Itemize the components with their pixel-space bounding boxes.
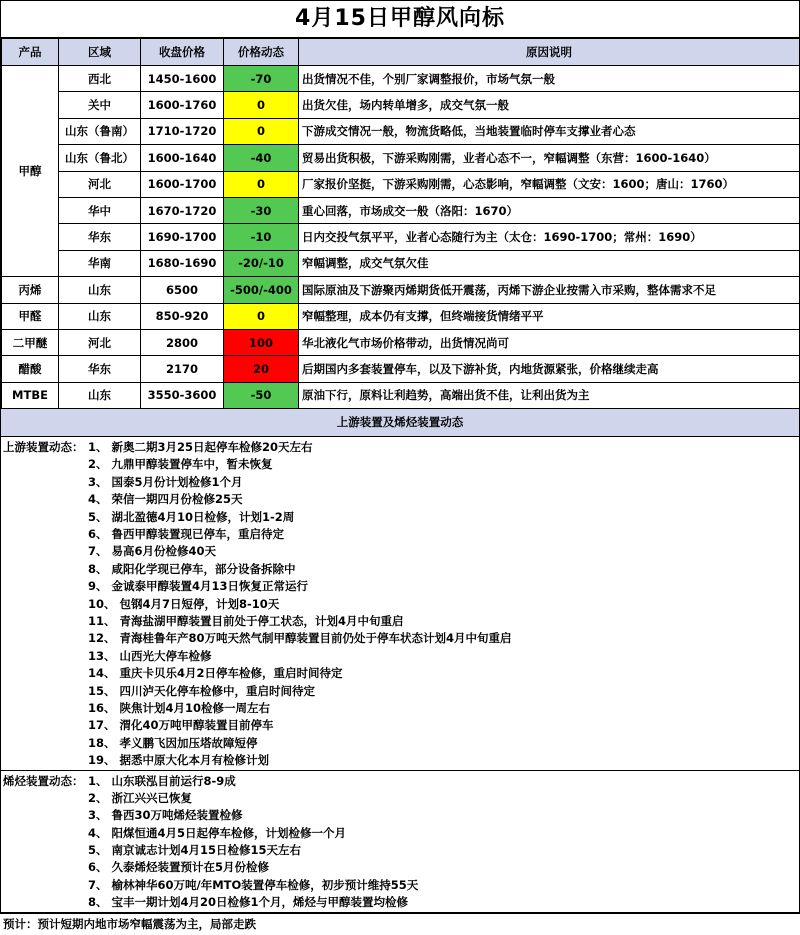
price-cell: 850-920 — [141, 303, 224, 329]
report-title: 4月15日甲醇风向标 — [1, 1, 799, 38]
list-item: 1、 新奥二期3月25日起停车检修20天左右 — [88, 440, 313, 455]
change-cell: -10 — [224, 224, 299, 250]
table-row — [2, 92, 800, 118]
price-cell: 1450-1600 — [141, 66, 224, 92]
olefin-line — [3, 790, 799, 807]
table-row — [2, 171, 800, 197]
list-item: 3、 鲁西30万吨烯烃装置检修 — [88, 808, 243, 823]
reason-cell: 原油下行，原料让利趋势，高端出货不佳，让利出货为主 — [299, 382, 800, 408]
table-row — [2, 250, 800, 276]
olefin-line — [3, 842, 799, 859]
product-cell: 醋酸 — [2, 356, 59, 382]
price-cell: 1600-1700 — [141, 171, 224, 197]
change-cell: 0 — [224, 303, 299, 329]
change-cell: 0 — [224, 171, 299, 197]
upstream-block — [1, 437, 799, 770]
change-cell: 0 — [224, 92, 299, 118]
upstream-line — [3, 509, 799, 526]
region-cell: 关中 — [59, 92, 141, 118]
table-row — [2, 145, 800, 171]
region-cell: 山东（鲁北） — [59, 145, 141, 171]
product-cell: 丙烯 — [2, 277, 59, 303]
change-cell: 20 — [224, 356, 299, 382]
upstream-line — [3, 491, 799, 508]
forecast-text: 预计：预计短期内地市场窄幅震荡为主，局部走跌 — [3, 916, 256, 931]
reason-cell: 出货欠佳，场内转单增多，成交气氛一般 — [299, 92, 800, 118]
change-cell: -50 — [224, 382, 299, 408]
list-item: 17、 渭化40万吨甲醇装置目前停车 — [88, 718, 274, 733]
header-region: 区域 — [59, 39, 141, 66]
price-cell: 2170 — [141, 356, 224, 382]
list-item: 7、 榆林神华60万吨/年MTO装置停车检修，初步预计维持55天 — [88, 877, 419, 892]
upstream-line — [3, 648, 799, 665]
region-cell: 华中 — [59, 197, 141, 223]
olefin-line — [3, 773, 799, 790]
upstream-line — [3, 717, 799, 734]
upstream-line — [3, 596, 799, 613]
upstream-line — [3, 613, 799, 630]
list-item: 6、 久泰烯烃装置预计在5月份检修 — [88, 860, 270, 875]
list-item: 2、 九鼎甲醇装置停车中，暂未恢复 — [88, 457, 273, 472]
upstream-label: 上游装置动态： — [3, 440, 84, 455]
list-item: 16、 陕焦计划4月10检修一周左右 — [88, 700, 271, 715]
change-cell: -40 — [224, 145, 299, 171]
price-cell: 1600-1640 — [141, 145, 224, 171]
upstream-line — [3, 630, 799, 647]
price-cell: 1710-1720 — [141, 118, 224, 144]
price-cell: 1680-1690 — [141, 250, 224, 276]
olefin-line — [3, 894, 799, 911]
price-cell: 2800 — [141, 329, 224, 355]
reason-cell: 下游成交情况一般，物流货略低，当地装置临时停车支撑业者心态 — [299, 118, 800, 144]
change-cell: 100 — [224, 329, 299, 355]
list-item: 10、 包钢4月7日短停，计划8-10天 — [88, 596, 280, 611]
region-cell: 河北 — [59, 329, 141, 355]
region-cell: 山东 — [59, 277, 141, 303]
region-cell: 山东 — [59, 303, 141, 329]
product-cell: MTBE — [2, 382, 59, 408]
table-row — [2, 382, 800, 408]
upstream-line — [3, 474, 799, 491]
header-change: 价格动态 — [224, 39, 299, 66]
upstream-line — [3, 735, 799, 752]
region-cell: 华南 — [59, 250, 141, 276]
list-item: 6、 鲁西甲醇装置现已停车，重启待定 — [88, 527, 285, 542]
change-cell: -70 — [224, 66, 299, 92]
list-item: 14、 重庆卡贝乐4月2日停车检修，重启时间待定 — [88, 666, 343, 681]
list-item: 18、 孝义鹏飞因加压塔故障短停 — [88, 735, 258, 750]
upstream-line — [3, 561, 799, 578]
header-product: 产品 — [2, 39, 59, 66]
change-cell: -20/-10 — [224, 250, 299, 276]
reason-cell: 窄幅调整，成交气氛欠佳 — [299, 250, 800, 276]
region-cell: 华东 — [59, 224, 141, 250]
table-row — [2, 224, 800, 250]
upstream-line — [3, 456, 799, 473]
upstream-line — [3, 700, 799, 717]
olefin-block — [1, 771, 799, 913]
reason-cell: 厂家报价坚挺，下游采购刚需，心态影响，窄幅调整（文安：1600；唐山：1760） — [299, 171, 800, 197]
list-item: 5、 湖北盈德4月10日检修，计划1-2周 — [88, 509, 295, 524]
change-cell: 0 — [224, 118, 299, 144]
price-cell: 3550-3600 — [141, 382, 224, 408]
list-item: 9、 金诚泰甲醇装置4月13日恢复正常运行 — [88, 579, 309, 594]
reason-cell: 日内交投气氛平平，业者心态随行为主（太仓：1690-1700；常州：1690） — [299, 224, 800, 250]
product-cell: 甲醛 — [2, 303, 59, 329]
list-item: 5、 南京诚志计划4月15日检修15天左右 — [88, 843, 302, 858]
region-cell: 西北 — [59, 66, 141, 92]
reason-cell: 贸易出货积极，下游采购刚需，业者心态不一，窄幅调整（东营：1600-1640） — [299, 145, 800, 171]
price-table — [1, 38, 800, 409]
list-item: 12、 青海桂鲁年产80万吨天然气制甲醇装置目前仍处于停车状态计划4月中旬重启 — [88, 631, 512, 646]
table-row — [2, 303, 800, 329]
price-cell: 6500 — [141, 277, 224, 303]
reason-cell: 重心回落，市场成交一般（洛阳：1670） — [299, 197, 800, 223]
olefin-line — [3, 825, 799, 842]
product-cell: 甲醇 — [2, 66, 59, 277]
upstream-line — [3, 526, 799, 543]
upstream-line — [3, 665, 799, 682]
table-body — [2, 66, 800, 409]
olefin-line — [3, 859, 799, 876]
reason-cell: 窄幅整理，成本仍有支撑，但终端接货情绪平平 — [299, 303, 800, 329]
list-item: 1、 山东联泓目前运行8-9成 — [88, 773, 236, 788]
upstream-line — [3, 578, 799, 595]
section-title: 上游装置及烯烃装置动态 — [1, 409, 799, 437]
reason-cell: 国际原油及下游聚丙烯期货低开震荡，丙烯下游企业按需入市采购，整体需求不足 — [299, 277, 800, 303]
price-cell: 1690-1700 — [141, 224, 224, 250]
list-item: 2、 浙江兴兴已恢复 — [88, 790, 193, 805]
list-item: 4、 阳煤恒通4月5日起停车检修，计划检修一个月 — [88, 825, 347, 840]
price-cell: 1670-1720 — [141, 197, 224, 223]
olefin-line — [3, 807, 799, 824]
upstream-line — [3, 683, 799, 700]
olefin-label: 烯烃装置动态： — [3, 773, 84, 788]
list-item: 15、 四川泸天化停车检修中，重启时间待定 — [88, 683, 316, 698]
table-row — [2, 356, 800, 382]
region-cell: 山东 — [59, 382, 141, 408]
list-item: 7、 易高6月份检修40天 — [88, 544, 217, 559]
change-cell: -30 — [224, 197, 299, 223]
table-row — [2, 66, 800, 92]
price-cell: 1600-1760 — [141, 92, 224, 118]
header-reason: 原因说明 — [299, 39, 800, 66]
list-item: 3、 国泰5月份计划检修1个月 — [88, 474, 243, 489]
table-row — [2, 329, 800, 355]
table-row — [2, 118, 800, 144]
list-item: 11、 青海盐湖甲醇装置目前处于停工状态，计划4月中旬重启 — [88, 613, 404, 628]
table-row — [2, 277, 800, 303]
table-row — [2, 197, 800, 223]
change-cell: -500/-400 — [224, 277, 299, 303]
list-item: 13、 山西光大停车检修 — [88, 648, 212, 663]
list-item: 8、 咸阳化学现已停车，部分设备拆除中 — [88, 561, 296, 576]
product-cell: 二甲醚 — [2, 329, 59, 355]
list-item: 4、 荣信一期四月份检修25天 — [88, 492, 243, 507]
reason-cell: 华北液化气市场价格带动，出货情况尚可 — [299, 329, 800, 355]
reason-cell: 后期国内多套装置停车，以及下游补货，内地货源紧张，价格继续走高 — [299, 356, 800, 382]
upstream-line — [3, 543, 799, 560]
olefin-line — [3, 877, 799, 894]
list-item: 19、 据悉中原大化本月有检修计划 — [88, 753, 270, 768]
region-cell: 山东（鲁南） — [59, 118, 141, 144]
table-header-row — [2, 39, 800, 66]
reason-cell: 出货情况不佳，个别厂家调整报价，市场气氛一般 — [299, 66, 800, 92]
region-cell: 河北 — [59, 171, 141, 197]
upstream-line — [3, 752, 799, 769]
upstream-line — [3, 439, 799, 456]
region-cell: 华东 — [59, 356, 141, 382]
list-item: 8、 宝丰一期计划4月20日检修1个月，烯烃与甲醇装置均检修 — [88, 895, 409, 910]
header-price: 收盘价格 — [141, 39, 224, 66]
